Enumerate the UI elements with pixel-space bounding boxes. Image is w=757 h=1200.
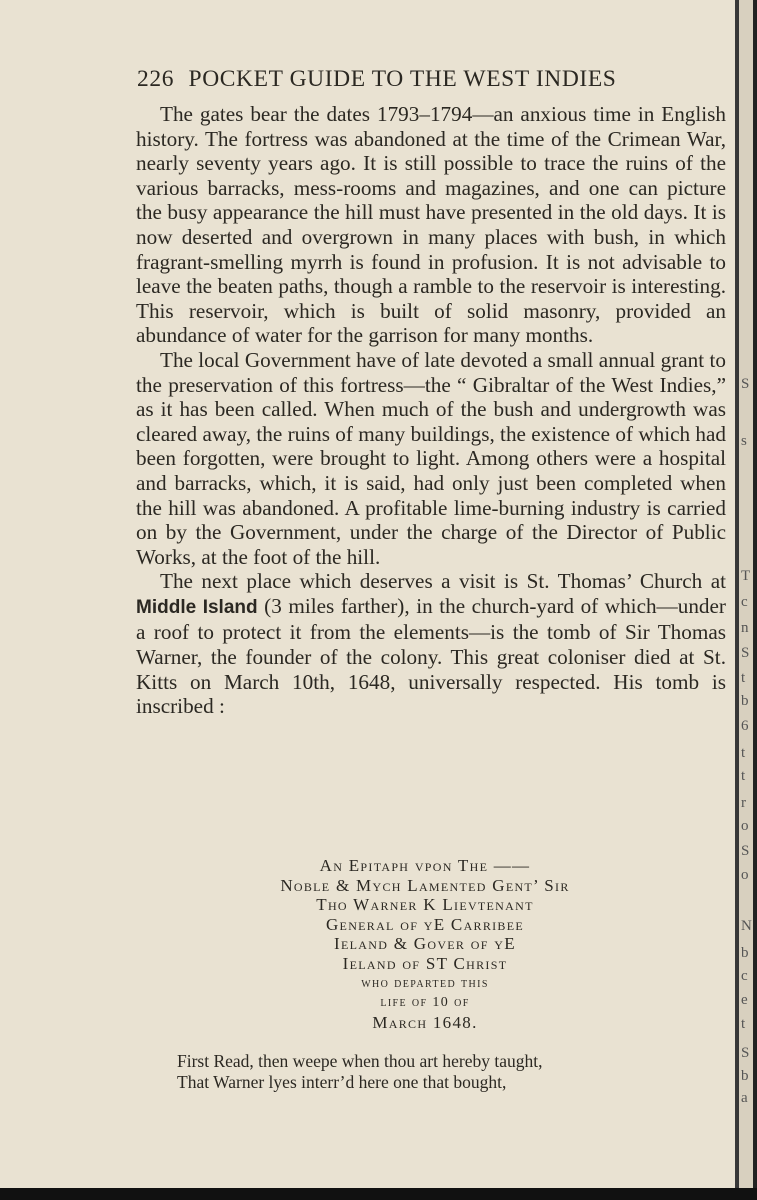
edge-letter: a (741, 1090, 748, 1106)
epitaph-line: March 1648. (372, 1012, 478, 1032)
edge-letter: S (741, 1045, 750, 1061)
page-number: 226 (137, 66, 175, 92)
scan-border (0, 1188, 757, 1200)
paragraph-3 (136, 569, 726, 719)
epitaph-line: Tho Warner K Lievtenant (316, 895, 534, 915)
running-title: POCKET GUIDE TO THE WEST INDIES (188, 66, 617, 92)
paragraph-2: The local Government have of late devoted a small annual grant to the preservation of this fortress—the “ Gibraltar of the West Indies,” as it has been called. When much of the bush and undergrowth was cleared away, the ruins of many buildings, the existence of which had been forgotten, were brought to light. Among others were a hospital and barracks, which, it is said, had only just been completed when the hill was abandoned. A profitable lime-burning industry is carried on by the Government, under the charge of the Director of Public Works, at the foot of the hill. (136, 347, 726, 569)
epitaph-line: Noble & Mych Lamented Gent’ Sir (280, 875, 570, 895)
edge-letter: e (741, 992, 748, 1008)
edge-letter: b (741, 945, 749, 961)
edge-letter: S (741, 843, 750, 859)
edge-letter: b (741, 693, 749, 709)
edge-letter: t (741, 768, 746, 784)
poem-line: That Warner lyes interr’d here one that bought, (177, 1072, 507, 1092)
edge-letter: S (741, 645, 750, 661)
edge-letter: n (741, 620, 749, 636)
edge-letter: s (741, 433, 747, 449)
edge-letter: c (741, 594, 748, 610)
epitaph-line: General of yE Carribee (325, 914, 525, 934)
adjacent-page-edge (739, 0, 753, 1190)
epitaph-line: Ieland of ST Christ (342, 953, 508, 973)
paragraph-3-start: The next place which deserves a visit is St. Thomas’ Church at (160, 569, 726, 594)
epitaph-line: who departed this (361, 975, 489, 991)
edge-letter: r (741, 795, 746, 811)
edge-letter: t (741, 670, 746, 686)
edge-letter: t (741, 745, 746, 761)
edge-letter: t (741, 1016, 746, 1032)
epitaph-line: Ieland & Gover of yE (334, 934, 516, 954)
edge-letter: T (741, 568, 751, 584)
edge-letter: b (741, 1068, 749, 1084)
poem-line: First Read, then weepe when thou art hereby taught, (177, 1051, 543, 1071)
epitaph-inscription (210, 856, 640, 1032)
paragraph-1: The gates bear the dates 1793–1794—an anxious time in English history. The fortress was abandoned at the time of the Crimean War, nearly seventy years ago. It is still possible to trace the ruins of the various barracks, mess-rooms and magazines, and one can picture the busy appearance the hill must have presented in the old days. It is now deserted and overgrown in many places with bush, in which fragrant-smelling myrrh is found in profusion. It is not advisable to leave the beaten paths, though a ramble to the reservoir is interesting. This reservoir, which is built of solid masonry, provided an abundance of water for the garrison for many months. (136, 102, 726, 348)
edge-letter: c (741, 968, 748, 984)
edge-letter: o (741, 867, 749, 883)
epitaph-line: life of 10 of (380, 995, 470, 1011)
body-text (136, 102, 726, 719)
edge-letter: N (741, 918, 752, 934)
edge-letter: 6 (741, 718, 749, 734)
poem (177, 1051, 717, 1093)
running-header (137, 66, 727, 93)
epitaph-line: An Epitaph vpon The —— (319, 856, 531, 875)
place-name-bold: Middle Island (136, 596, 258, 618)
paragraph-3-end: (3 miles farther), in the church-yard of which—under a roof to protect it from the elements—is the tomb of Sir Thomas Warner, the founder of the colony. This great coloniser died at St. Kitts on March 10th, 1648, universally respected. His tomb is inscribed : (136, 593, 726, 719)
edge-letter: S (741, 376, 750, 392)
edge-letter: o (741, 818, 749, 834)
